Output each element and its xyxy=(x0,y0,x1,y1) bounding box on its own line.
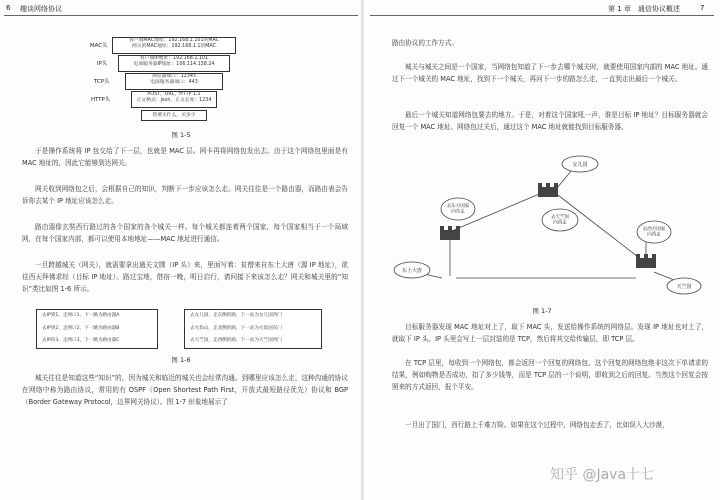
watermark: 知乎 @Java十七 xyxy=(550,467,655,483)
http-header-box xyxy=(131,91,217,108)
ip-header-label: IP头 xyxy=(97,61,108,67)
link-line xyxy=(654,272,674,280)
payload-box xyxy=(141,110,207,121)
paragraph: 路由协议的工作方式。 xyxy=(392,39,458,47)
city-gate-icon xyxy=(440,226,460,240)
ip-line: 客户端IP地址：192.168.1.101 xyxy=(139,56,209,61)
figure-1-6-caption: 图 1-6 xyxy=(171,356,191,364)
header-rule xyxy=(370,15,714,16)
paragraph: 于是操作系统将 IP 包交给了下一层，也就是 MAC 层。网卡再将网络包发出去。由于这个网络包里面是有 MAC 地址的，因此它能够到达网关。 xyxy=(22,147,348,167)
link-line xyxy=(557,170,572,188)
tcp-line: 浏览器端口：12345 xyxy=(151,74,197,79)
mac-line: 客户端MAC地址：192.168.1.101的MAC xyxy=(128,38,220,43)
note-label: 去东方国家向东走 xyxy=(446,204,470,215)
tcp-header-box xyxy=(125,73,223,90)
tcp-header-label: TCP头 xyxy=(94,79,110,85)
page-number-left: 6 xyxy=(6,4,11,12)
tcp-line: 电商服务器端口：443 xyxy=(150,80,198,86)
city-gate-row: 去天竺国，走西侧的路，下一站为天竺国西门 xyxy=(190,338,282,344)
http-header-label: HTTP头 xyxy=(91,97,111,103)
city-gate-icon xyxy=(636,254,656,268)
mac-header-label: MAC头 xyxy=(90,43,108,49)
paragraph: 网关收到网络包之后，会根据自己的知识，判断下一步应该怎么走。网关往往是一个路由器，而路由表会告诉你去某个 IP 地址应该怎么走。 xyxy=(22,185,348,205)
mac-header-box xyxy=(112,37,236,54)
paragraph: 最后一个城关知道网络包要去的地方。于是，对着这个国家吼一声，谁是目标 IP 地址？目标服务器就会回复一个 MAC 地址。网络包过关后，通过这个 MAC 地址就能找到目标服务器。 xyxy=(392,111,708,131)
routing-table-box xyxy=(36,309,158,349)
paragraph: 目标服务器发现 MAC 地址对上了，取下 MAC 头，发送给操作系统的网络层。发现 IP 地址也对上了，就取下 IP 头。IP 头里会写上一层封装的是 TCP，然后将其交给传输层，即 TCP 层。 xyxy=(392,323,708,343)
header-rule xyxy=(4,15,358,16)
http-line: 正文格式：json，正文长度：1234 xyxy=(136,98,212,104)
ip-line: 电商服务器IP地址：106.114.138.24 xyxy=(133,62,215,68)
routing-row: 去IP段3，走网口3，下一跳为路由器C xyxy=(42,338,120,344)
node-label: 东土大唐 xyxy=(401,268,423,274)
city-gate-icon xyxy=(538,183,558,197)
http-line: POST，URL，HTTP 1.1 xyxy=(147,92,201,97)
paragraph: 城关往往是知道这些“知识”的，因为城关和临近的城关也会经常沟通。到哪里应该怎么走，这种沟通的协议在网络中称为路由协议，常用的有 OSPF（Open Shortest Path First，开放式最短路径优先）协议和 BGP（Border Gateway Protocol，边界网关协议）。图 1-7 形象地展示了 xyxy=(22,374,348,406)
right-page xyxy=(364,0,720,500)
routing-row: 去IP到1，走网口1，下一跳为路由器A xyxy=(42,313,120,318)
note-label: 去西方国家向西走 xyxy=(642,227,666,238)
chapter-label: 第 1 章 通信协议概述 xyxy=(608,5,680,13)
city-gate-row: 去女儿国，走东侧的路，下一站为女儿国西门 xyxy=(190,313,282,318)
paragraph: 在 TCP 层里，每收到一个网络包，都会返回一个回复的网络包，这个回复的网络包绝非这次下单请求的结果，例如购物是否成功，扣了多少钱等，而是 TCP 层的一个说明，即收到之后的回复。当然这个回复会按照来的方式返回，报个平安。 xyxy=(392,359,708,391)
paragraph: 路由器像玄奘西行路过的各个国家的各个城关一样。每个城关都连着两个国家，每个国家相当于一个局域网，在每个国家内部，都可以使用本地地址——MAC 地址进行通信。 xyxy=(22,223,348,243)
node-label: 天竺国 xyxy=(676,284,692,290)
mac-line: 网关的MAC地址：192.168.1.1的MAC xyxy=(132,44,216,50)
figure-1-7-caption: 图 1-7 xyxy=(532,307,552,315)
page-number-right: 7 xyxy=(700,4,705,12)
running-title: 趣谈网络协议 xyxy=(20,5,62,13)
figure-1-5-caption: 图 1-5 xyxy=(171,131,191,139)
city-gate-row: 去火焰山，走北侧的路，下一站为火焰国东门 xyxy=(190,325,282,331)
paragraph: 一旦出了国门，西行路上千难万险。如果在这个过程中，网络包走丢了，比如误入大沙漠， xyxy=(405,421,669,429)
figure-1-7-diagram xyxy=(384,152,714,302)
ip-header-box xyxy=(118,55,230,72)
payload-line: 我要买什么，买多少 xyxy=(152,113,196,118)
node-label: 女儿国 xyxy=(572,162,588,168)
paragraph: 城关与城关之间是一个国家，当网络包知道了下一步去哪个城关时，就要使用国家内部的 MAC 地址。通过下一个城关的 MAC 地址，找到下一个城关，再问下一步的路怎么走，一直到走出最后一个城关。 xyxy=(392,63,708,83)
routing-row: 去IP到2，走网口2，下一跳为路由器B xyxy=(42,325,120,331)
paragraph: 一旦跨越城关（网关），就需要拿出通关文牒（IP 头）来，里面写着：贫僧来自东土大唐（源 IP 地址），欲往西天拜佛求经（目标 IP 地址）。路过宝地，借宿一晚，明日启行，请问接下来该怎么走？网关和城关里的“知识”类比如图 1-6 所示。 xyxy=(22,261,348,293)
city-gate-table-box xyxy=(184,309,322,349)
note-label: 去天竺国向西走 xyxy=(551,215,569,226)
